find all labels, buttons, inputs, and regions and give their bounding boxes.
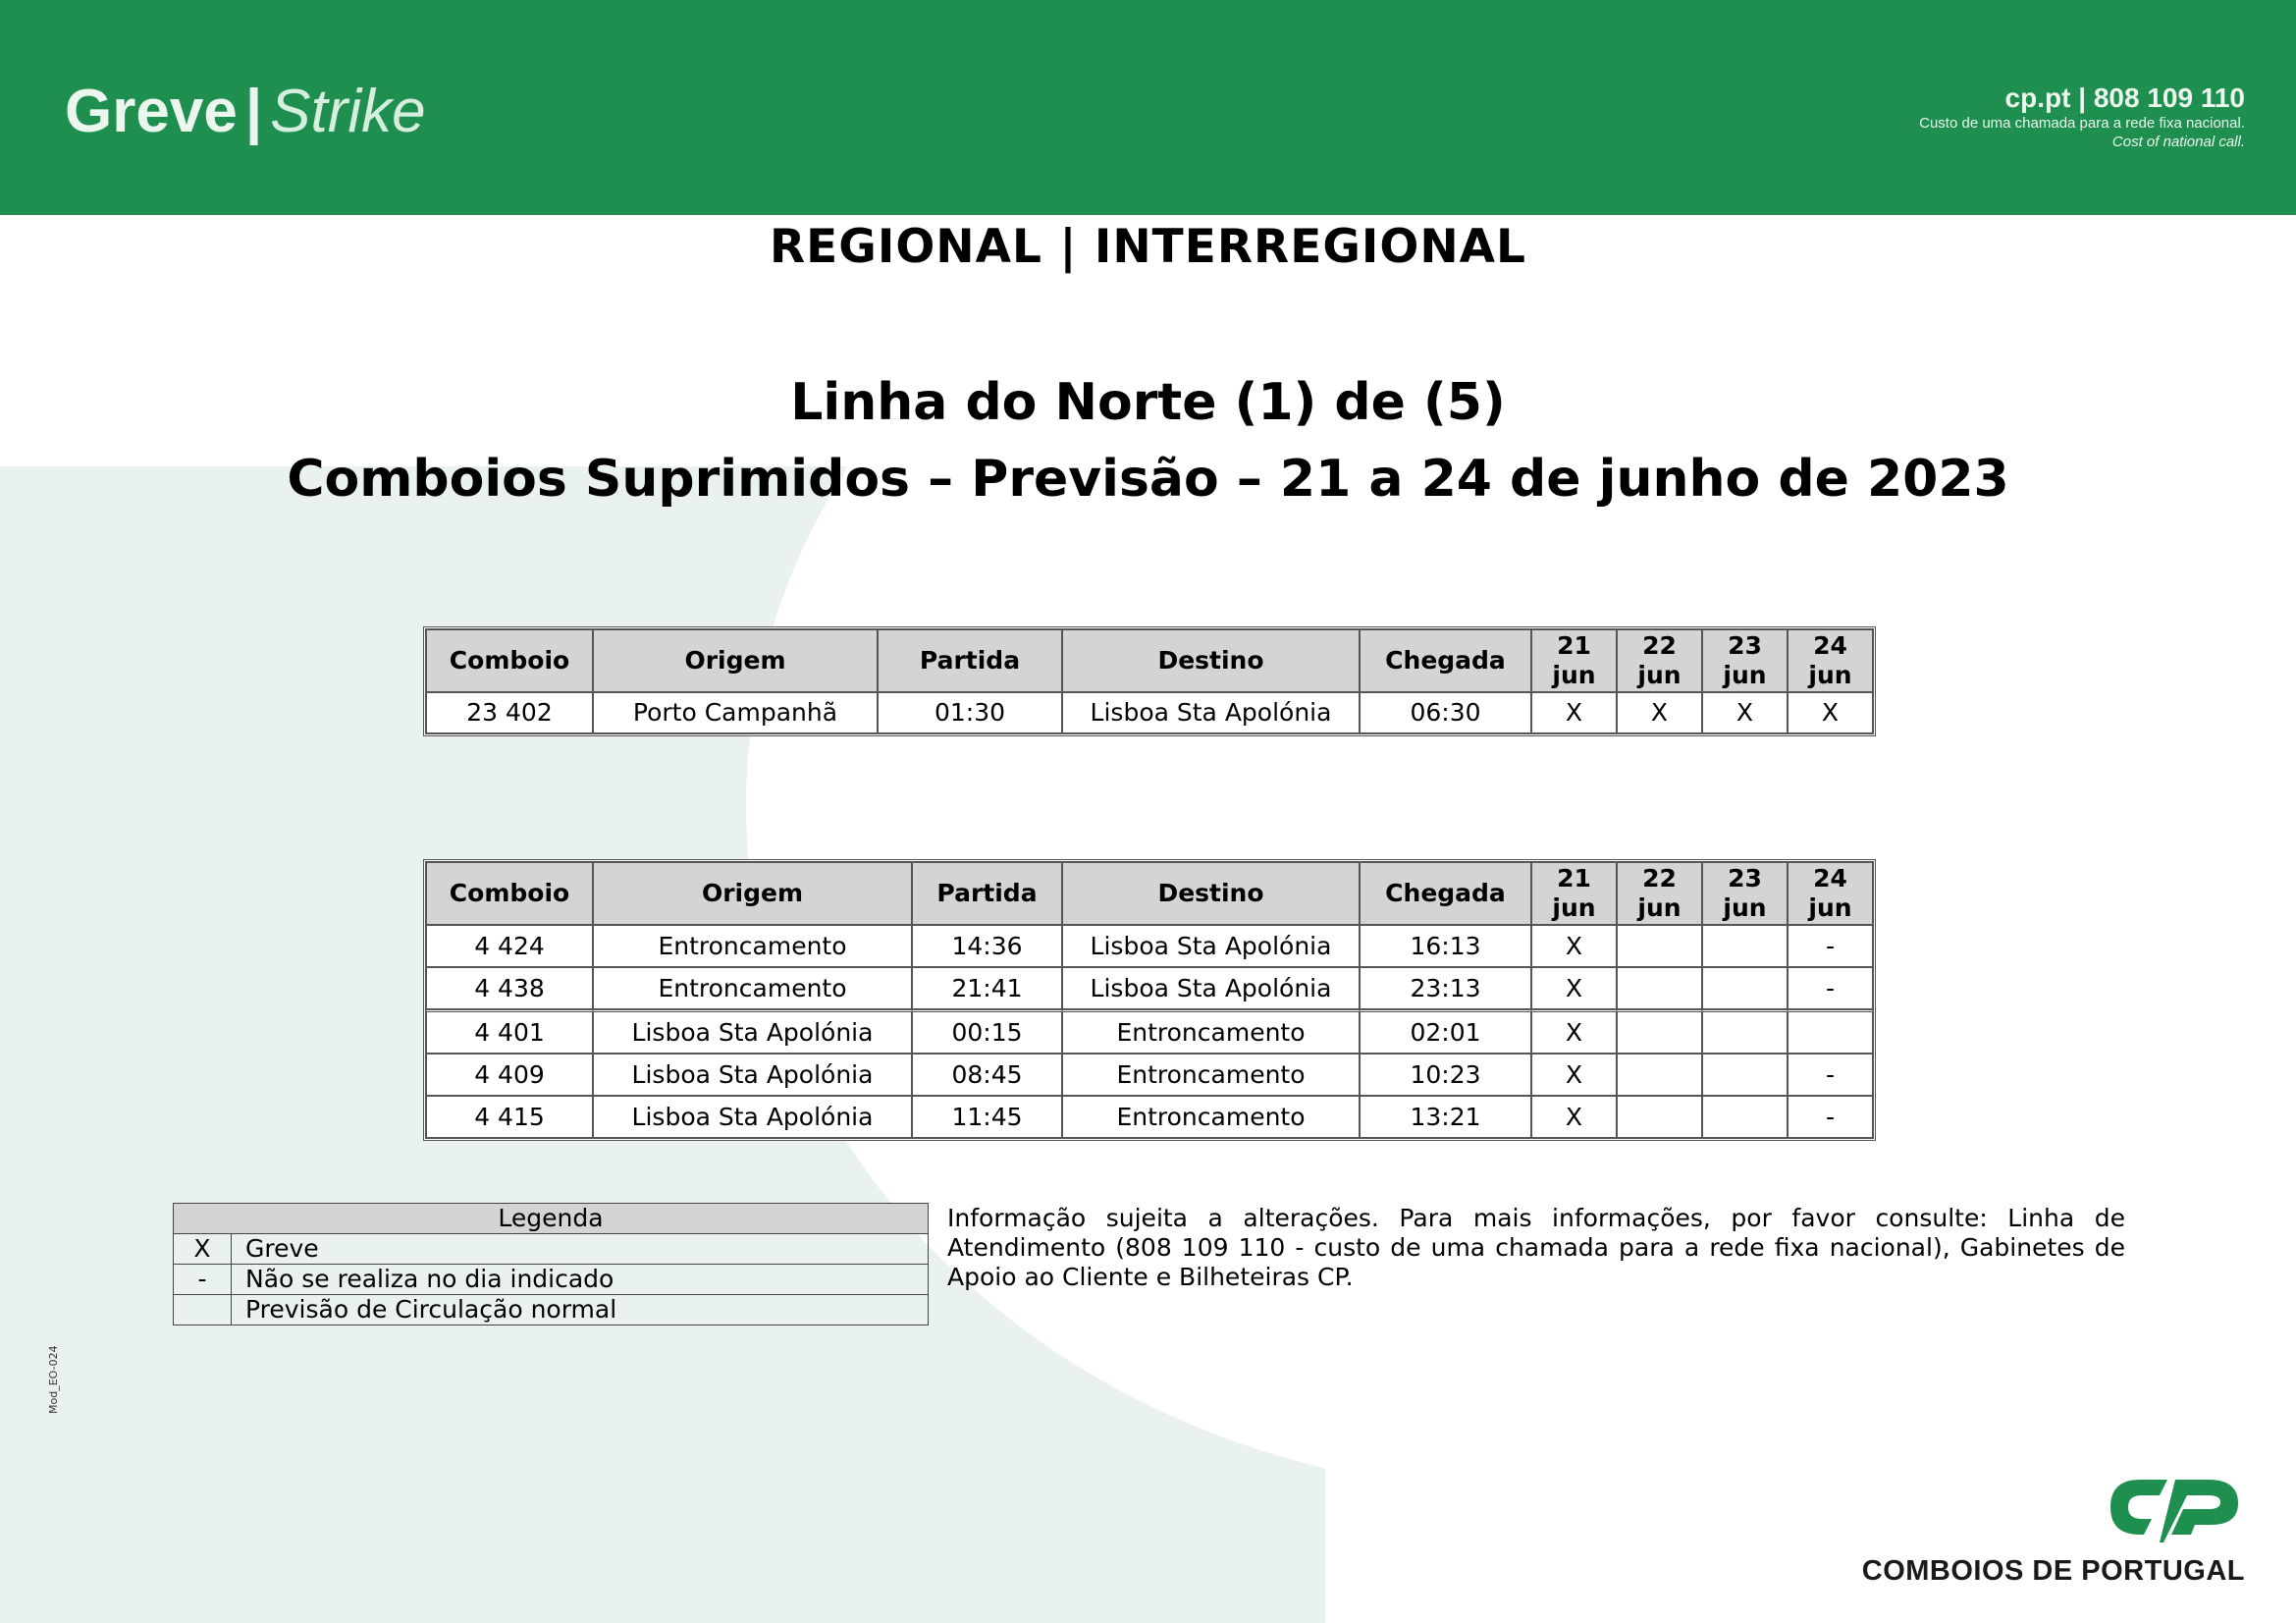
cell-day-22 [1617, 1096, 1702, 1138]
cell-day-21: X [1531, 692, 1617, 733]
cell-day-21: X [1531, 1009, 1617, 1054]
table-row [426, 967, 1873, 1009]
contact-block [1919, 82, 2245, 151]
brand-greve: Greve [65, 78, 238, 145]
brand-strike: Strike [270, 78, 426, 145]
cp-logo-icon [2101, 1468, 2248, 1546]
contact-phone[interactable]: cp.pt | 808 109 110 [2004, 82, 2245, 113]
col-header-destino: Destino [1062, 629, 1360, 692]
day-number: 21 [1557, 631, 1591, 660]
cell-day-23 [1702, 1054, 1788, 1096]
cell-destino: Entroncamento [1062, 1054, 1360, 1096]
col-header-partida: Partida [912, 862, 1062, 925]
cell-partida: 08:45 [912, 1054, 1062, 1096]
cell-partida: 01:30 [878, 692, 1062, 733]
table-row [426, 1009, 1873, 1054]
legend-symbol [174, 1295, 232, 1325]
cell-partida: 11:45 [912, 1096, 1062, 1138]
cell-day-22 [1617, 1054, 1702, 1096]
day-month: jun [1637, 661, 1682, 689]
legend-title: Legenda [174, 1204, 929, 1234]
cell-day-23 [1702, 1096, 1788, 1138]
day-month: jun [1808, 661, 1852, 689]
table-row [426, 692, 1873, 733]
cell-origem: Entroncamento [593, 925, 912, 967]
cell-partida: 21:41 [912, 967, 1062, 1009]
col-header-chegada: Chegada [1360, 629, 1531, 692]
col-header-origem: Origem [593, 629, 878, 692]
table-row [426, 1054, 1873, 1096]
col-header-partida: Partida [878, 629, 1062, 692]
trains-table-2 [423, 859, 1876, 1141]
cell-chegada: 06:30 [1360, 692, 1531, 733]
cell-day-22 [1617, 967, 1702, 1009]
col-header-comboio: Comboio [426, 862, 593, 925]
legend-row [174, 1234, 929, 1265]
cell-origem: Entroncamento [593, 967, 912, 1009]
cell-chegada: 10:23 [1360, 1054, 1531, 1096]
day-month: jun [1723, 661, 1767, 689]
cell-day-24: - [1788, 1054, 1873, 1096]
page-title: Linha do Norte (1) de (5) [790, 373, 1506, 432]
day-number: 22 [1642, 864, 1677, 893]
legend-symbol: - [174, 1265, 232, 1295]
cell-day-24: - [1788, 1096, 1873, 1138]
col-header-day-23 [1702, 862, 1788, 925]
brand-title [65, 77, 426, 146]
page-subtitle: Comboios Suprimidos – Previsão – 21 a 24 de junho de 2023 [287, 450, 2009, 509]
legend-header-row [174, 1204, 929, 1234]
table-header-row [426, 862, 1873, 925]
trains-table-1 [423, 626, 1876, 736]
cell-day-24: - [1788, 925, 1873, 967]
document-code: Mod_EO-024 [47, 1345, 60, 1414]
cell-partida: 14:36 [912, 925, 1062, 967]
contact-note-en: Cost of national call. [2111, 134, 2245, 150]
cell-comboio: 4 409 [426, 1054, 593, 1096]
cell-day-21: X [1531, 925, 1617, 967]
cell-destino: Entroncamento [1062, 1096, 1360, 1138]
table-row [426, 1096, 1873, 1138]
day-number: 23 [1728, 864, 1762, 893]
cell-day-23 [1702, 925, 1788, 967]
contact-note: Custo de uma chamada para a rede fixa nacional. [1919, 115, 2245, 132]
info-text: Informação sujeita a alterações. Para mais informações, por favor consulte: Linha de Atendimento (808 109 110 - custo de uma chamada para a rede fixa nacional), Gabinetes de Apoio ao Cliente e Bilheteiras CP. [947, 1204, 2125, 1291]
cell-day-21: X [1531, 1096, 1617, 1138]
col-header-origem: Origem [593, 862, 912, 925]
cell-day-21: X [1531, 967, 1617, 1009]
day-number: 22 [1642, 631, 1677, 660]
cell-day-23 [1702, 1009, 1788, 1054]
col-header-chegada: Chegada [1360, 862, 1531, 925]
day-number: 21 [1557, 864, 1591, 893]
legend-symbol: X [174, 1234, 232, 1265]
cell-destino: Entroncamento [1062, 1009, 1360, 1054]
cell-destino: Lisboa Sta Apolónia [1062, 967, 1360, 1009]
cell-comboio: 4 415 [426, 1096, 593, 1138]
cell-comboio: 23 402 [426, 692, 593, 733]
cell-day-22 [1617, 1009, 1702, 1054]
cell-day-24: X [1788, 692, 1873, 733]
legend-row [174, 1295, 929, 1325]
col-header-day-24 [1788, 629, 1873, 692]
cell-origem: Lisboa Sta Apolónia [593, 1054, 912, 1096]
col-header-day-21 [1531, 862, 1617, 925]
cell-chegada: 16:13 [1360, 925, 1531, 967]
cell-day-22 [1617, 925, 1702, 967]
col-header-day-24 [1788, 862, 1873, 925]
legend-row [174, 1265, 929, 1295]
legend-text: Não se realiza no dia indicado [232, 1265, 929, 1295]
legend-text: Previsão de Circulação normal [232, 1295, 929, 1325]
day-month: jun [1637, 893, 1682, 922]
table-row [426, 925, 1873, 967]
cell-chegada: 23:13 [1360, 967, 1531, 1009]
cell-comboio: 4 438 [426, 967, 593, 1009]
day-number: 24 [1813, 864, 1847, 893]
cell-day-24: - [1788, 967, 1873, 1009]
col-header-destino: Destino [1062, 862, 1360, 925]
brand-separator: | [244, 78, 263, 145]
day-month: jun [1723, 893, 1767, 922]
cell-destino: Lisboa Sta Apolónia [1062, 925, 1360, 967]
day-month: jun [1552, 893, 1596, 922]
cell-chegada: 13:21 [1360, 1096, 1531, 1138]
cell-day-24 [1788, 1009, 1873, 1054]
header-banner [0, 0, 2296, 215]
day-number: 24 [1813, 631, 1847, 660]
cell-day-21: X [1531, 1054, 1617, 1096]
logo-text: COMBOIOS DE PORTUGAL [1861, 1555, 2245, 1587]
cell-day-23: X [1702, 692, 1788, 733]
cell-origem: Porto Campanhã [593, 692, 878, 733]
section-title: REGIONAL | INTERREGIONAL [769, 220, 1527, 274]
cell-partida: 00:15 [912, 1009, 1062, 1054]
col-header-day-22 [1617, 862, 1702, 925]
legend-table [173, 1203, 929, 1325]
day-month: jun [1808, 893, 1852, 922]
cell-day-22: X [1617, 692, 1702, 733]
day-month: jun [1552, 661, 1596, 689]
col-header-day-22 [1617, 629, 1702, 692]
day-number: 23 [1728, 631, 1762, 660]
cell-destino: Lisboa Sta Apolónia [1062, 692, 1360, 733]
table-header-row [426, 629, 1873, 692]
col-header-comboio: Comboio [426, 629, 593, 692]
col-header-day-21 [1531, 629, 1617, 692]
cell-comboio: 4 424 [426, 925, 593, 967]
col-header-day-23 [1702, 629, 1788, 692]
cell-origem: Lisboa Sta Apolónia [593, 1009, 912, 1054]
cell-origem: Lisboa Sta Apolónia [593, 1096, 912, 1138]
cell-comboio: 4 401 [426, 1009, 593, 1054]
cell-day-23 [1702, 967, 1788, 1009]
cell-chegada: 02:01 [1360, 1009, 1531, 1054]
legend-text: Greve [232, 1234, 929, 1265]
